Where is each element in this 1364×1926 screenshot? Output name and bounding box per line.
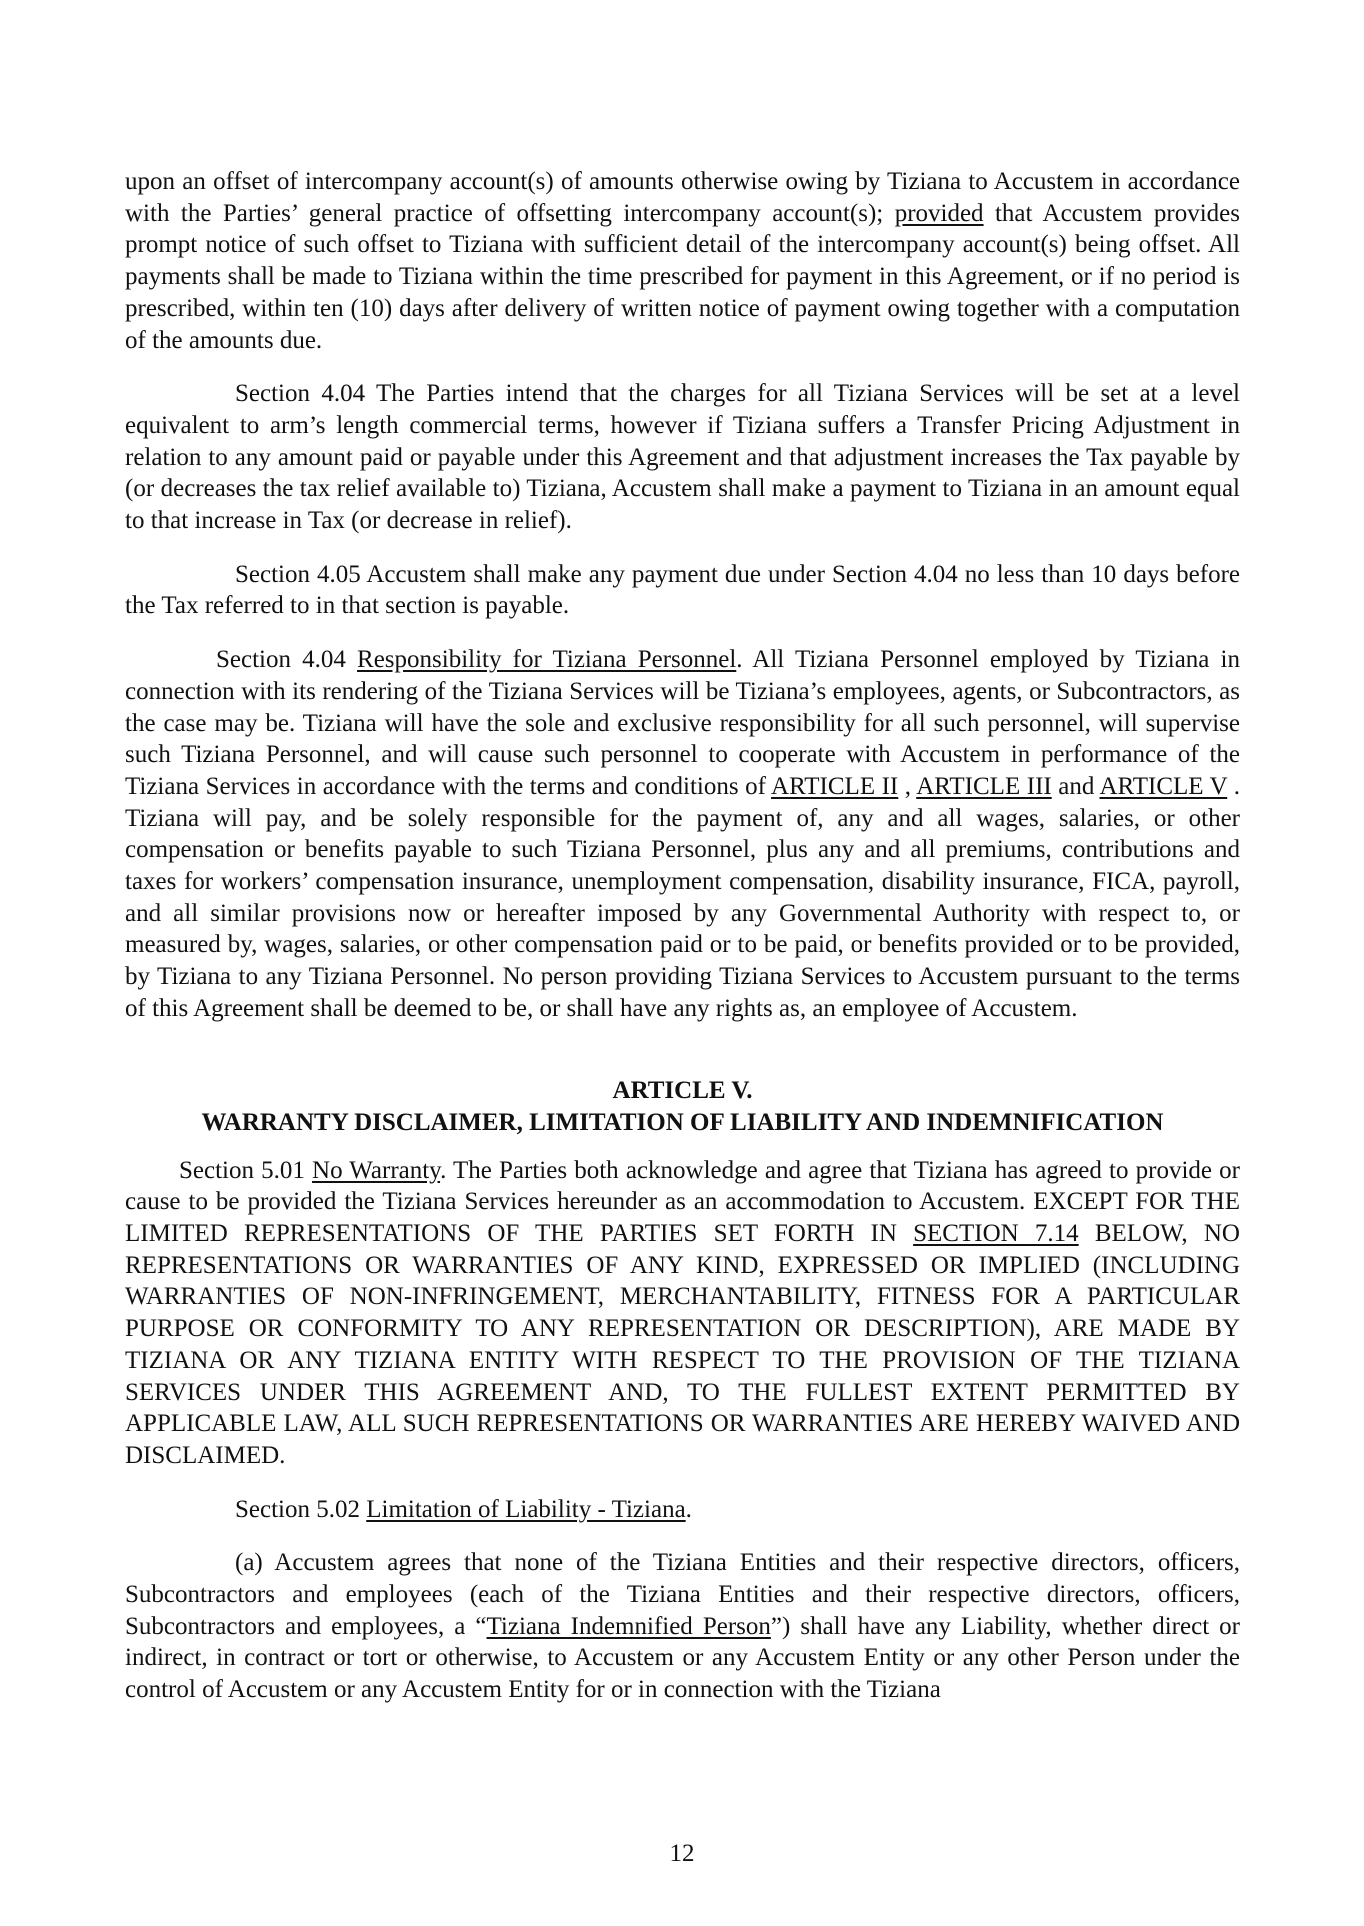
section-4-04-transfer-pricing: Section 4.04 The Parties intend that the charges for all Tiziana Services will be set at a level equivalent to arm’s length commercial terms, however if Tiziana suffers a Transfer Pricing Adjustment in relation to any amount paid or payable under this Agreement and that adjustment increases the Tax payable by (or decreases the tax relief available to) Tiziana, Accustem shall make a payment to Tiziana in an amount equal to that increase in Tax (or decrease in relief). <box>125 380 1240 535</box>
article-v-heading <box>125 1075 1240 1139</box>
article-iii-link[interactable]: ARTICLE III <box>916 772 1052 800</box>
section-4-04-personnel: Section 4.04 Responsibility for Tiziana Personnel. All Tiziana Personnel employed by Tiziana in connection with its rendering of the Tiziana Services will be Tiziana’s employees, agents, or Subcontractors, as the case may be. Tiziana will have the sole and exclusive responsibility for all such personnel, will supervise such Tiziana Personnel, and will cause such personnel to cooperate with Accustem in performance of the Tiziana Services in accordance with the terms and conditions of ARTICLE II , ARTICLE III and ARTICLE V . Tiziana will pay, and be solely responsible for the payment of, any and all wages, salaries, or other compensation or benefits payable to such Tiziana Personnel, plus any and all premiums, contributions and taxes for workers’ compensation insurance, unemployment compensation, disability insurance, FICA, payroll, and all similar provisions now or hereafter imposed by any Governmental Authority with respect to, or measured by, wages, salaries, or other compensation paid or to be paid, or benefits provided or to be provided, by Tiziana to any Tiziana Personnel. No person providing Tiziana Services to Accustem pursuant to the terms of this Agreement shall be deemed to be, or shall have any rights as, an employee of Accustem. <box>125 646 1240 1022</box>
section-5-02-a: (a) Accustem agrees that none of the Tiziana Entities and their respective directors, officers, Subcontractors and employees (each of the Tiziana Entities and their respective directors, officers, Subcontractors and employees, a “Tiziana Indemnified Person”) shall have any Liability, whether direct or indirect, in contract or tort or otherwise, to Accustem or any Accustem Entity or any other Person under the control of Accustem or any Accustem Entity for or in connection with the Tiziana <box>125 1549 1241 1704</box>
section-title-limitation: Limitation of Liability - Tiziana <box>366 1495 686 1523</box>
section-7-14-link[interactable]: SECTION 7.14 <box>913 1219 1079 1247</box>
page-number: 12 <box>669 1840 695 1867</box>
section-5-02-heading: Section 5.02 Limitation of Liability - Tiziana. <box>235 1495 692 1523</box>
section-title-no-warranty: No Warranty <box>312 1156 441 1184</box>
defined-term-indemnified-person: Tiziana Indemnified Person <box>486 1612 771 1640</box>
paragraph-payment-offset: upon an offset of intercompany account(s) of amounts otherwise owing by Tiziana to Accustem in accordance with the Parties’ general practice of offsetting intercompany account(s); provided that Accustem provides prompt notice of such offset to Tiziana with sufficient detail of the intercompany account(s) being offset. All payments shall be made to Tiziana within the time prescribed for payment in this Agreement, or if no period is prescribed, within ten (10) days after delivery of written notice of payment owing together with a computation of the amounts due. <box>125 168 1241 354</box>
provided-term: provided <box>894 199 984 227</box>
article-title: ARTICLE V. <box>612 1076 753 1104</box>
section-title-personnel: Responsibility for Tiziana Personnel <box>357 646 737 674</box>
section-5-01-no-warranty: Section 5.01 No Warranty. The Parties both acknowledge and agree that Tiziana has agreed to provide or cause to be provided the Tiziana Services hereunder as an accommodation to Accustem. EXCEPT FOR THE LIMITED REPRESENTATIONS OF THE PARTIES SET FORTH IN SECTION 7.14 BELOW, NO REPRESENTATIONS OR WARRANTIES OF ANY KIND, EXPRESSED OR IMPLIED (INCLUDING WARRANTIES OF NON-INFRINGEMENT, MERCHANTABILITY, FITNESS FOR A PARTICULAR PURPOSE OR CONFORMITY TO ANY REPRESENTATION OR DESCRIPTION), ARE MADE BY TIZIANA OR ANY TIZIANA ENTITY WITH RESPECT TO THE PROVISION OF THE TIZIANA SERVICES UNDER THIS AGREEMENT AND, TO THE FULLEST EXTENT PERMITTED BY APPLICABLE LAW, ALL SUCH REPRESENTATIONS OR WARRANTIES ARE HEREBY WAIVED AND DISCLAIMED. <box>125 1156 1240 1469</box>
article-subtitle: WARRANTY DISCLAIMER, LIMITATION OF LIABILITY AND INDEMNIFICATION <box>201 1108 1164 1136</box>
article-v-link[interactable]: ARTICLE V <box>1099 772 1228 800</box>
section-4-05-payment-timing: Section 4.05 Accustem shall make any payment due under Section 4.04 no less than 10 days before the Tax referred to in that section is payable. <box>125 560 1240 620</box>
article-ii-link[interactable]: ARTICLE II <box>771 772 899 800</box>
document-body <box>125 166 1240 1706</box>
